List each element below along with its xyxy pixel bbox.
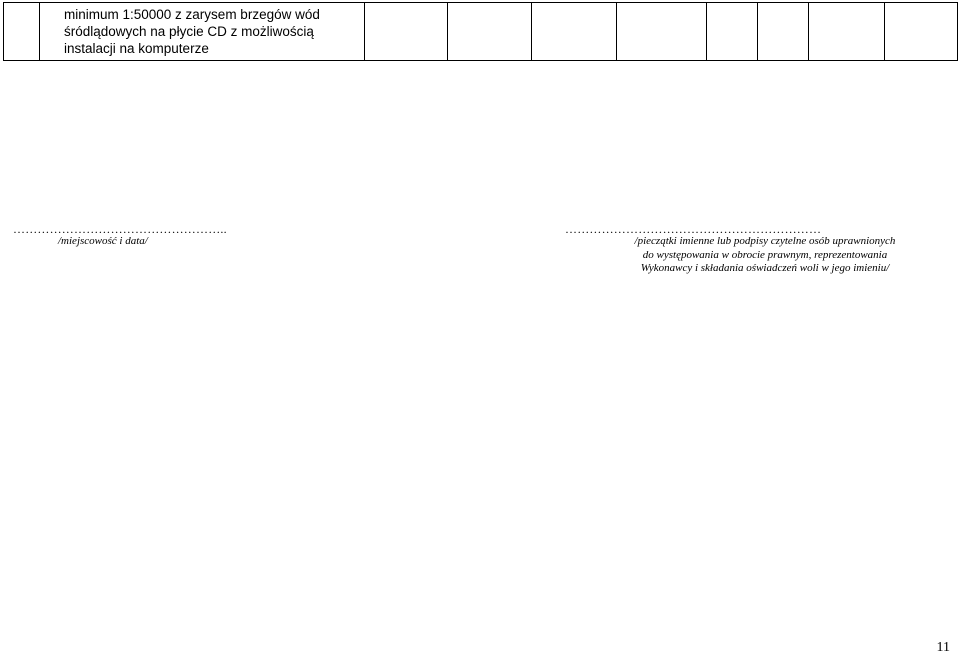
table-cell-number — [4, 3, 40, 61]
table-cell — [448, 3, 532, 61]
table-cell — [532, 3, 617, 61]
specification-table — [3, 2, 958, 61]
signature-dotted-line: ……………………………………………………… — [565, 222, 822, 236]
place-date-label: /miejscowość i data/ — [58, 235, 148, 247]
table-cell — [809, 3, 885, 61]
signature-label-line: Wykonawcy i składania oświadczeń woli w jego imieniu/ — [640, 262, 890, 274]
place-date-dotted-line: …………………………………………….. — [13, 222, 227, 236]
table-cell — [885, 3, 958, 61]
signature-label-line: /pieczątki imienne lub podpisy czytelne osób uprawnionych — [634, 235, 896, 247]
page-number: 11 — [936, 640, 950, 655]
signature-label-line: do występowania w obrocie prawnym, reprezentowania — [642, 248, 888, 261]
table-cell-description — [40, 3, 365, 61]
table-cell — [617, 3, 707, 61]
table-cell — [707, 3, 758, 61]
description-line: instalacji na komputerze — [64, 41, 209, 56]
signature-label — [600, 235, 930, 276]
table-row — [4, 3, 958, 61]
description-line: minimum 1:50000 z zarysem brzegów wód — [64, 7, 320, 22]
table-cell — [758, 3, 809, 61]
table-cell — [365, 3, 448, 61]
description-line: śródlądowych na płycie CD z możliwością — [64, 24, 314, 39]
